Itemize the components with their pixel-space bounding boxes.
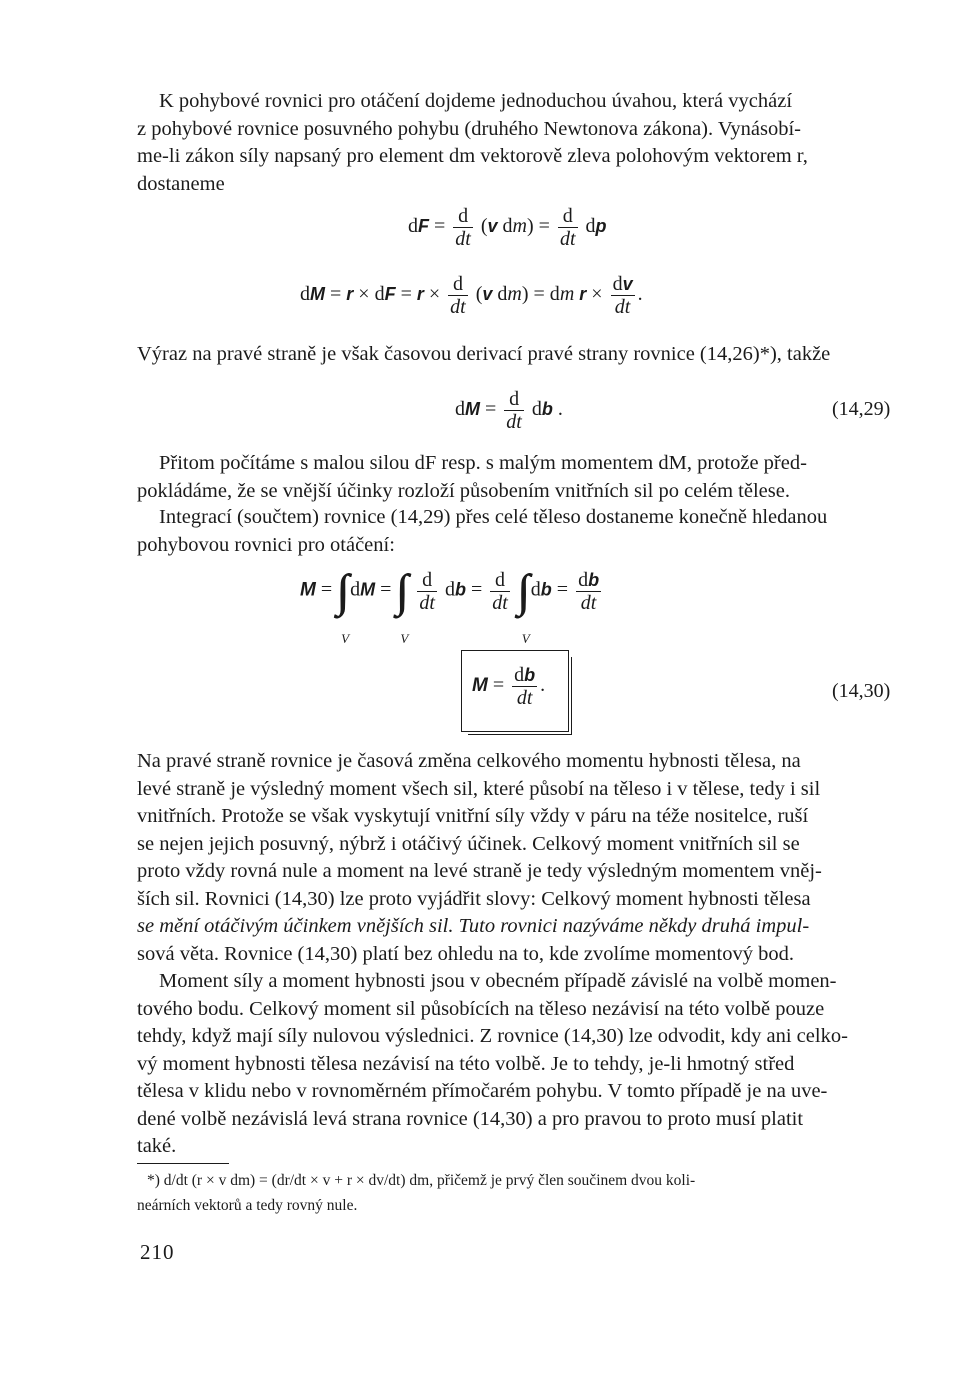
text-line: Moment síly a moment hybnosti jsou v obecném případě závislé na volbě momen-: [159, 970, 837, 992]
text-line: Výraz na pravé straně je však časovou derivací pravé strany rovnice (14,26)*), takže: [137, 343, 831, 365]
equation-text-forms: [0, 0, 1, 1]
text-line: tehdy, když mají síly nulovou výslednici. Z rovnice (14,30) lze odvodit, kdy ani celko-: [137, 1025, 848, 1047]
text-line: sová věta. Rovnice (14,30) platí bez ohledu na to, kde zvolíme momentový bod.: [137, 942, 794, 965]
text-line: ších sil. Rovnici (14,30) lze proto vyjádřit slovy: Celkový moment hybnosti tělesa: [137, 887, 811, 910]
paragraph-intro: [137, 88, 895, 198]
text-line: tového bodu. Celkový moment sil působících na těleso nezávisí na této volbě pouze: [137, 997, 825, 1020]
paragraph-explanation: [137, 748, 895, 968]
equation-number: (14,29): [832, 398, 891, 420]
paragraph-derivative: [137, 341, 895, 369]
text-line: vnitřních. Protože se však vyskytují vnitřní síly vždy v páru na téže nositelce, ruší: [137, 805, 809, 827]
text-line: dostaneme: [137, 172, 225, 195]
equation-df: dF = $\frac{d}{dt}$ (v dm) = $\frac{d}{dt}$ dp: [408, 205, 607, 250]
text-line: Na pravé straně rovnice je časová změna celkového momentu hybnosti tělesa, na: [137, 750, 801, 772]
equation-text: [0, 0, 1, 1]
text-line: z pohybové rovnice posuvného pohybu (druhého Newtonova zákona). Vynásobí-: [137, 117, 802, 140]
footnote-line: *) d/dt (r × v dm) = (dr/dt × v + r × dv/dt) dm, přičemž je prvý člen součinem dvou koli-: [147, 1172, 696, 1189]
equation-14-29: dM = $\frac{d}{dt}$ db .: [455, 388, 563, 433]
text-line: me-li zákon síly napsaný pro element dm vektorově zleva polohovým vektorem r,: [137, 145, 808, 167]
page-number: 210: [140, 1240, 175, 1264]
text-line: K pohybové rovnici pro otáčení dojdeme jednoduchou úvahou, která vychází: [159, 90, 793, 112]
equation-number: (14,30): [832, 680, 891, 702]
paragraph-small-force: [137, 450, 895, 505]
footnote-rule: [137, 1163, 229, 1164]
equation-14-30: M = $\frac{db}{dt}$ .: [472, 664, 546, 709]
text-line: vý moment hybnosti tělesa nezávisí na této volbě. Je to tehdy, je-li hmotný střed: [137, 1052, 795, 1075]
text-line: pokládáme, že se vnější účinky rozloží působením vnitřních sil po celém tělese.: [137, 479, 790, 502]
footnote: [137, 1168, 895, 1218]
text-line: tělesa v klidu nebo v rovnoměrném přímočarém pohybu. V tomto případě je na uve-: [137, 1080, 828, 1102]
footnote-line: neárních vektorů a tedy rovný nule.: [137, 1197, 358, 1214]
text-line: dené volbě nezávislá levá strana rovnice (14,30) a pro pravou to proto musí platit: [137, 1107, 804, 1130]
equation-dm: dM = r × dF = r × $\frac{d}{dt}$ (v dm) = dm r × $\frac{dv}{dt}$ .: [300, 273, 643, 318]
text-line: Integrací (součtem) rovnice (14,29) přes celé těleso dostaneme konečně hledanou: [159, 506, 828, 528]
text-line: se mění otáčivým účinkem vnějších sil. Tuto rovnici nazýváme někdy druhá impul-: [137, 915, 810, 937]
text-line: také.: [137, 1135, 177, 1157]
text-line: pohybovou rovnici pro otáčení:: [137, 533, 395, 556]
text-line: Přitom počítáme s malou silou dF resp. s malým momentem dM, protože před-: [159, 452, 807, 474]
paragraph-moment-point: [137, 968, 895, 1161]
text-line: levé straně je výsledný moment všech sil, které působí na těleso i v tělese, tedy i sil: [137, 777, 821, 800]
paragraph-integration: [137, 504, 895, 559]
text-line: proto vždy rovná nule a moment na levé straně je tedy výsledným momentem vněj-: [137, 860, 822, 882]
text-line: se nejen jejich posuvný, nýbrž i otáčivý účinek. Celkový moment vnitřních sil se: [137, 832, 800, 855]
equation-integral: M = V dM = V $\frac{d}{dt}$ db = $\frac{d}{dt}$ V db = $\frac{db}{dt}$: [300, 568, 600, 646]
